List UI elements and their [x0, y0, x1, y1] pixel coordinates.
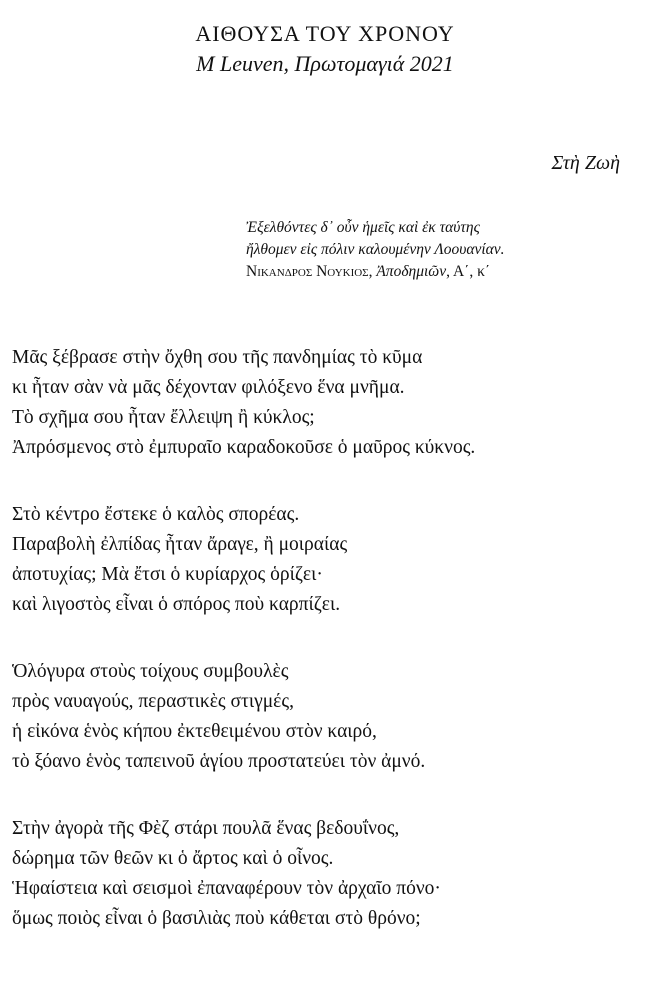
verse-line: δώρημα τῶν θεῶν κι ὁ ἄρτος καὶ ὁ οἶνος.: [12, 848, 334, 869]
stanza: [12, 657, 642, 777]
epigraph-reference: , Α΄, κ΄: [446, 263, 491, 280]
epigraph-author: Νικανδρος Νουκιος,: [246, 263, 373, 280]
dedication: Στὴ Ζωὴ: [551, 152, 620, 174]
verse-line: Τὸ σχῆμα σου ἦταν ἔλλειψη ἢ κύκλος;: [12, 407, 315, 428]
place-date-line: M Leuven, Πρωτομαγιά 2021: [196, 51, 454, 76]
verse-line: Στὴν ἀγορὰ τῆς Φὲζ στάρι πουλᾶ ἕνας βεδουΐνος,: [12, 818, 400, 839]
stanza: [12, 814, 642, 934]
verse-line: κι ἦταν σὰν νὰ μᾶς δέχονταν φιλόξενο ἕνα μνῆμα.: [12, 377, 405, 398]
poem-body: [12, 343, 642, 934]
verse-line: Παραβολὴ ἐλπίδας ἦταν ἄραγε, ἢ μοιραίας: [12, 534, 348, 555]
verse-line: Ἡφαίστεια καὶ σεισμοὶ ἐπαναφέρουν τὸν ἀρχαῖο πόνο·: [12, 878, 441, 899]
verse-line: Στὸ κέντρο ἔστεκε ὁ καλὸς σπορέας.: [12, 504, 300, 525]
verse-line: Ὁλόγυρα στοὺς τοίχους συμβουλὲς: [12, 661, 289, 682]
stanza: [12, 500, 642, 620]
verse-line: Μᾶς ξέβρασε στὴν ὄχθη σου τῆς πανδημίας τὸ κῦμα: [12, 347, 423, 368]
epigraph: [246, 217, 646, 283]
epigraph-work: Ἀποδημιῶν: [376, 263, 447, 280]
epigraph-line: Ἐξελθόντες δ᾽ οὖν ἡμεῖς καὶ ἐκ ταύτης: [246, 219, 480, 236]
verse-line: ἀποτυχίας; Μὰ ἔτσι ὁ κυρίαρχος ὁρίζει·: [12, 564, 323, 585]
verse-line: καὶ λιγοστὸς εἶναι ὁ σπόρος ποὺ καρπίζει.: [12, 594, 341, 615]
epigraph-line: ἤλθομεν εἰς πόλιν καλουμένην Λοουανίαν.: [246, 241, 505, 258]
poem-title: ΑΙΘΟΥΣΑ ΤΟΥ ΧΡΟΝΟΥ: [195, 21, 455, 46]
verse-line: Ἀπρόσμενος στὸ ἐμπυραῖο καραδοκοῦσε ὁ μαῦρος κύκνος.: [12, 437, 476, 458]
verse-line: ἡ εἰκόνα ἑνὸς κήπου ἐκτεθειμένου στὸν καιρό,: [12, 721, 377, 742]
stanza: [12, 343, 642, 463]
verse-line: πρὸς ναυαγούς, περαστικὲς στιγμές,: [12, 691, 294, 712]
verse-line: τὸ ξόανο ἑνὸς ταπεινοῦ ἁγίου προστατεύει τὸν ἀμνό.: [12, 751, 426, 772]
epigraph-source: [246, 261, 646, 283]
verse-line: ὅμως ποιὸς εἶναι ὁ βασιλιὰς ποὺ κάθεται στὸ θρόνο;: [12, 908, 421, 929]
